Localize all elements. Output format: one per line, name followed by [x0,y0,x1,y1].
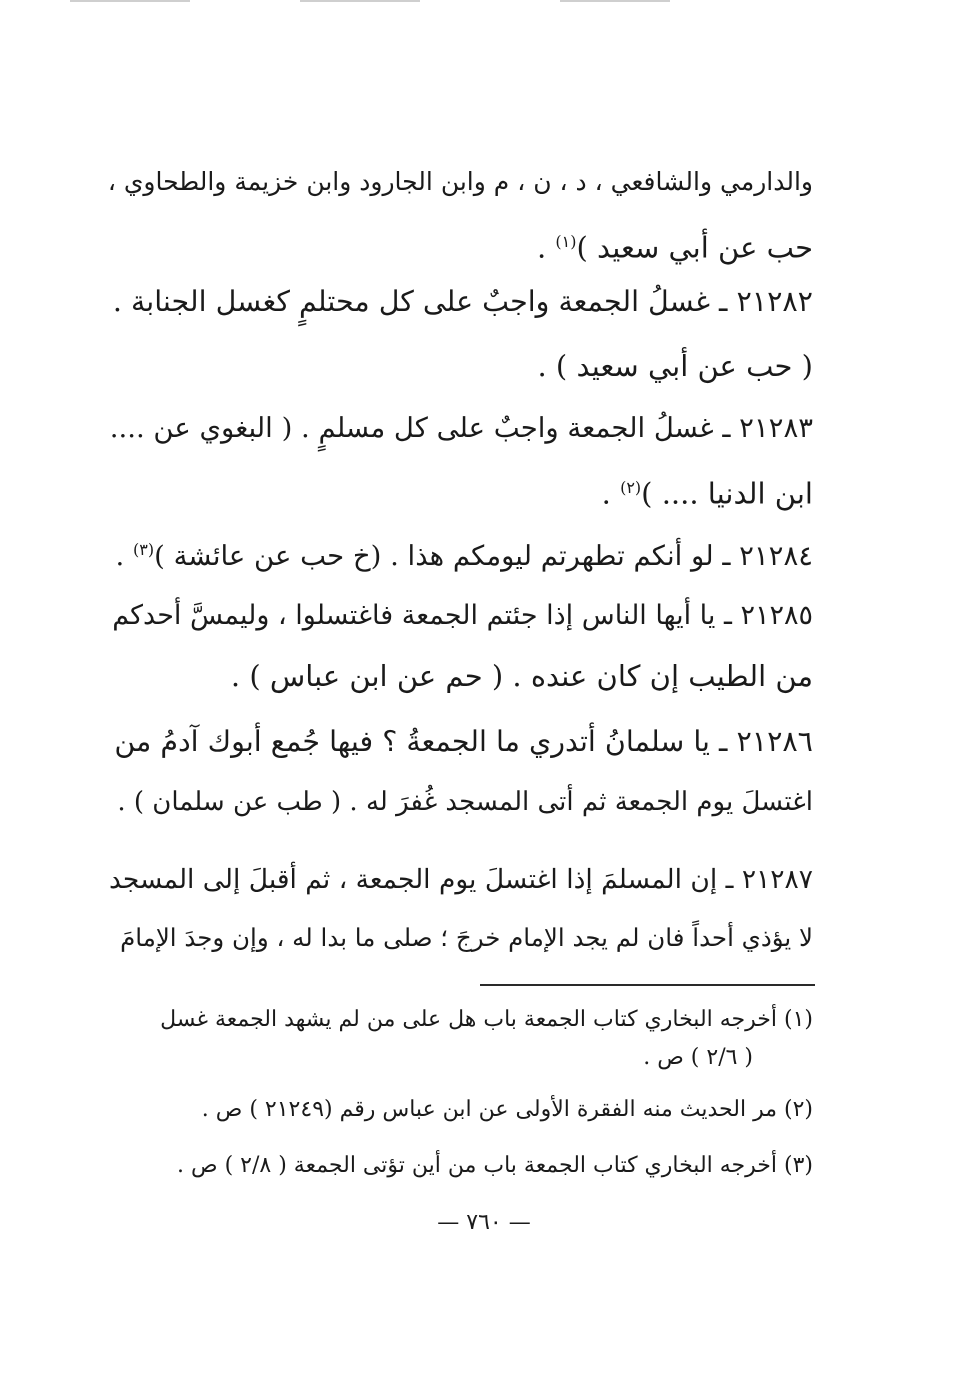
footnote-3: (٣) أخرجه البخاري كتاب الجمعة باب من أين تؤتى الجمعة ( ٢/٨ ) ص . [177,1153,813,1178]
hadith-21287-line: لا يؤذي أحداً فان لم يجد الإمام خرجَ ؛ صلى ما بدا له ، وإن وجدَ الإمامَ [120,923,813,952]
page-number: — ٧٦٠ — [437,1210,531,1235]
hadith-21282-line: ( حب عن أبي سعيد ) . [537,349,813,383]
hadith-21286-line: ٢١٢٨٦ ـ يا سلمانُ أتدري ما الجمعةُ ؟ فيها جُمع أبوك آدمُ من [114,725,813,758]
footnote-ref: (٣) [133,540,155,559]
hadith-21286-line: اغتسلَ يوم الجمعة ثم أتى المسجد غُفرَ له . ( طب عن سلمان ) . [117,787,813,817]
hadith-21282-line: ٢١٢٨٢ ـ غسلُ الجمعة واجبٌ على كل محتلمٍ كغسل الجنابة . [112,285,813,318]
hadith-21283-line: ابن الدنيا .... )$^{(٢)}$ . [601,476,813,511]
hadith-21285-line: من الطيب إن كان عنده . ( حم عن ابن عباس ) . [230,659,813,693]
hadith-21284-line: ٢١٢٨٤ ـ لو أنكم تطهرتم ليومكم هذا . (خ حب عن عائشة )$^{(٣)}$ . [115,540,813,573]
text-line: حب عن أبي سعيد )$^{(١)}$ . [536,230,813,265]
hadith-21285-line: ٢١٢٨٥ ـ يا أيها الناس إذا جئتم الجمعة فاغتسلوا ، وليمسَّ أحدكم [112,600,813,631]
footnotes [108,0,813,1200]
footnote-1-cont: ( ٢/٦ ) ص . [643,1045,753,1070]
footnote-1: (١) أخرجه البخاري كتاب الجمعة باب هل على من لم يشهد الجمعة غسل [160,1007,813,1032]
footnote-ref: (٢) [620,478,642,497]
footnote-ref: (١) [555,232,577,251]
hadith-21287-line: ٢١٢٨٧ ـ إن المسلمَ إذا اغتسلَ يوم الجمعة ، ثم أقبلَ إلى المسجد [108,864,813,895]
hadith-21283-line: ٢١٢٨٣ ـ غسلُ الجمعة واجبٌ على كل مسلمٍ . ( البغوي عن .... [109,412,813,444]
text-line: والدارمي والشافعي ، د ، ن ، م وابن الجارود وابن خزيمة والطحاوي ، [107,167,813,196]
footnote-2: (٢) مر الحديث منه الفقرة الأولى عن ابن عباس رقم (٢١٢٤٩ ) ص . [201,1097,813,1122]
